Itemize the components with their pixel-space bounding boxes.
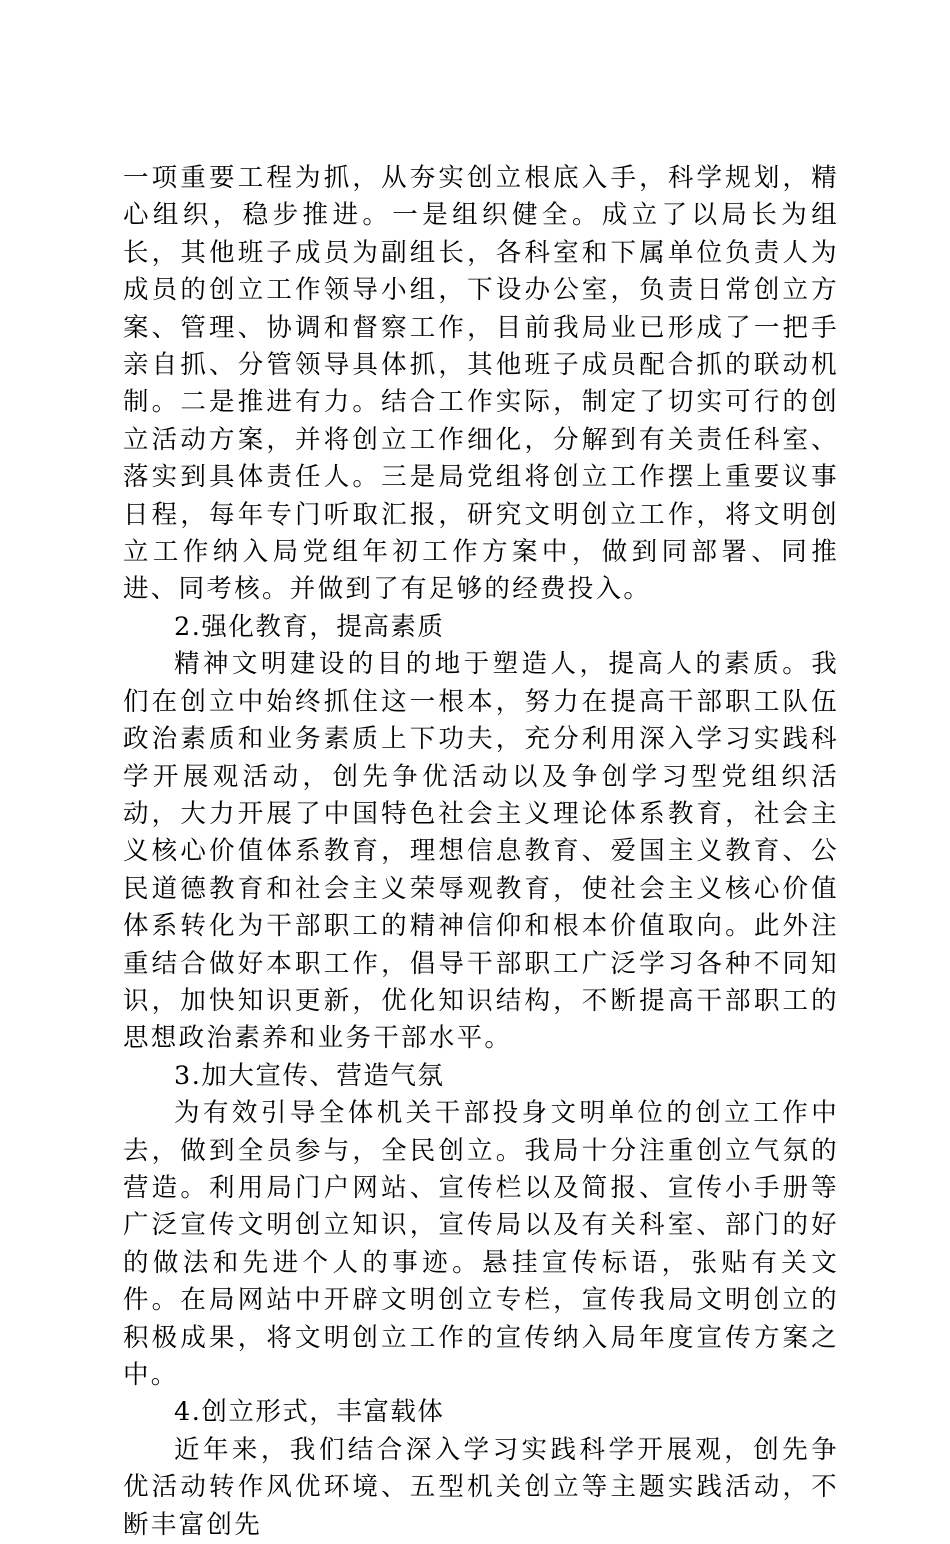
paragraph-forms: 近年来，我们结合深入学习实践科学开展观，创先争优活动转作风优环境、五型机关创立等主题实践活动，不断丰富创先	[123, 1434, 839, 1540]
heading-education: 2.强化教育，提高素质	[174, 611, 445, 642]
document-body	[123, 160, 839, 1544]
heading-forms: 4.创立形式，丰富载体	[174, 1397, 445, 1428]
paragraph-education: 精神文明建设的目的地于塑造人，提高人的素质。我们在创立中始终抓住这一根本，努力在提高干部职工队伍政治素质和业务素质上下功夫，充分利用深入学习实践科学开展观活动，创先争优活动以及争创学习型党组织活动，大力开展了中国特色社会主义理论体系教育，社会主义核心价值体系教育，理想信息教育、爱国主义教育、公民道德教育和社会主义荣辱观教育，使社会主义核心价值体系转化为干部职工的精神信仰和根本价值取向。此外注重结合做好本职工作，倡导干部职工广泛学习各种不同知识，加快知识更新，优化知识结构，不断提高干部职工的思想政治素养和业务干部水平。	[123, 649, 839, 1054]
paragraph-publicity: 为有效引导全体机关干部投身文明单位的创立工作中去，做到全员参与，全民创立。我局十分注重创立气氛的营造。利用局门户网站、宣传栏以及简报、宣传小手册等广泛宣传文明创立知识，宣传局以及有关科室、部门的好的做法和先进个人的事迹。悬挂宣传标语，张贴有关文件。在局网站中开辟文明创立专栏，宣传我局文明创立的积极成果，将文明创立工作的宣传纳入局年度宣传方案之中。	[123, 1098, 839, 1390]
paragraph-organization: 一项重要工程为抓，从夯实创立根底入手，科学规划，精心组织，稳步推进。一是组织健全。成立了以局长为组长，其他班子成员为副组长，各科室和下属单位负责人为成员的创立工作领导小组，下设办公室，负责日常创立方案、管理、协调和督察工作，目前我局业已形成了一把手亲自抓、分管领导具体抓，其他班子成员配合抓的联动机制。二是推进有力。结合工作实际，制定了切实可行的创立活动方案，并将创立工作细化，分解到有关责任科室、落实到具体责任人。三是局党组将创立工作摆上重要议事日程，每年专门听取汇报，研究文明创立工作，将文明创立工作纳入局党组年初工作方案中，做到同部署、同推进、同考核。并做到了有足够的经费投入。	[123, 163, 839, 605]
heading-publicity: 3.加大宣传、营造气氛	[174, 1060, 445, 1091]
